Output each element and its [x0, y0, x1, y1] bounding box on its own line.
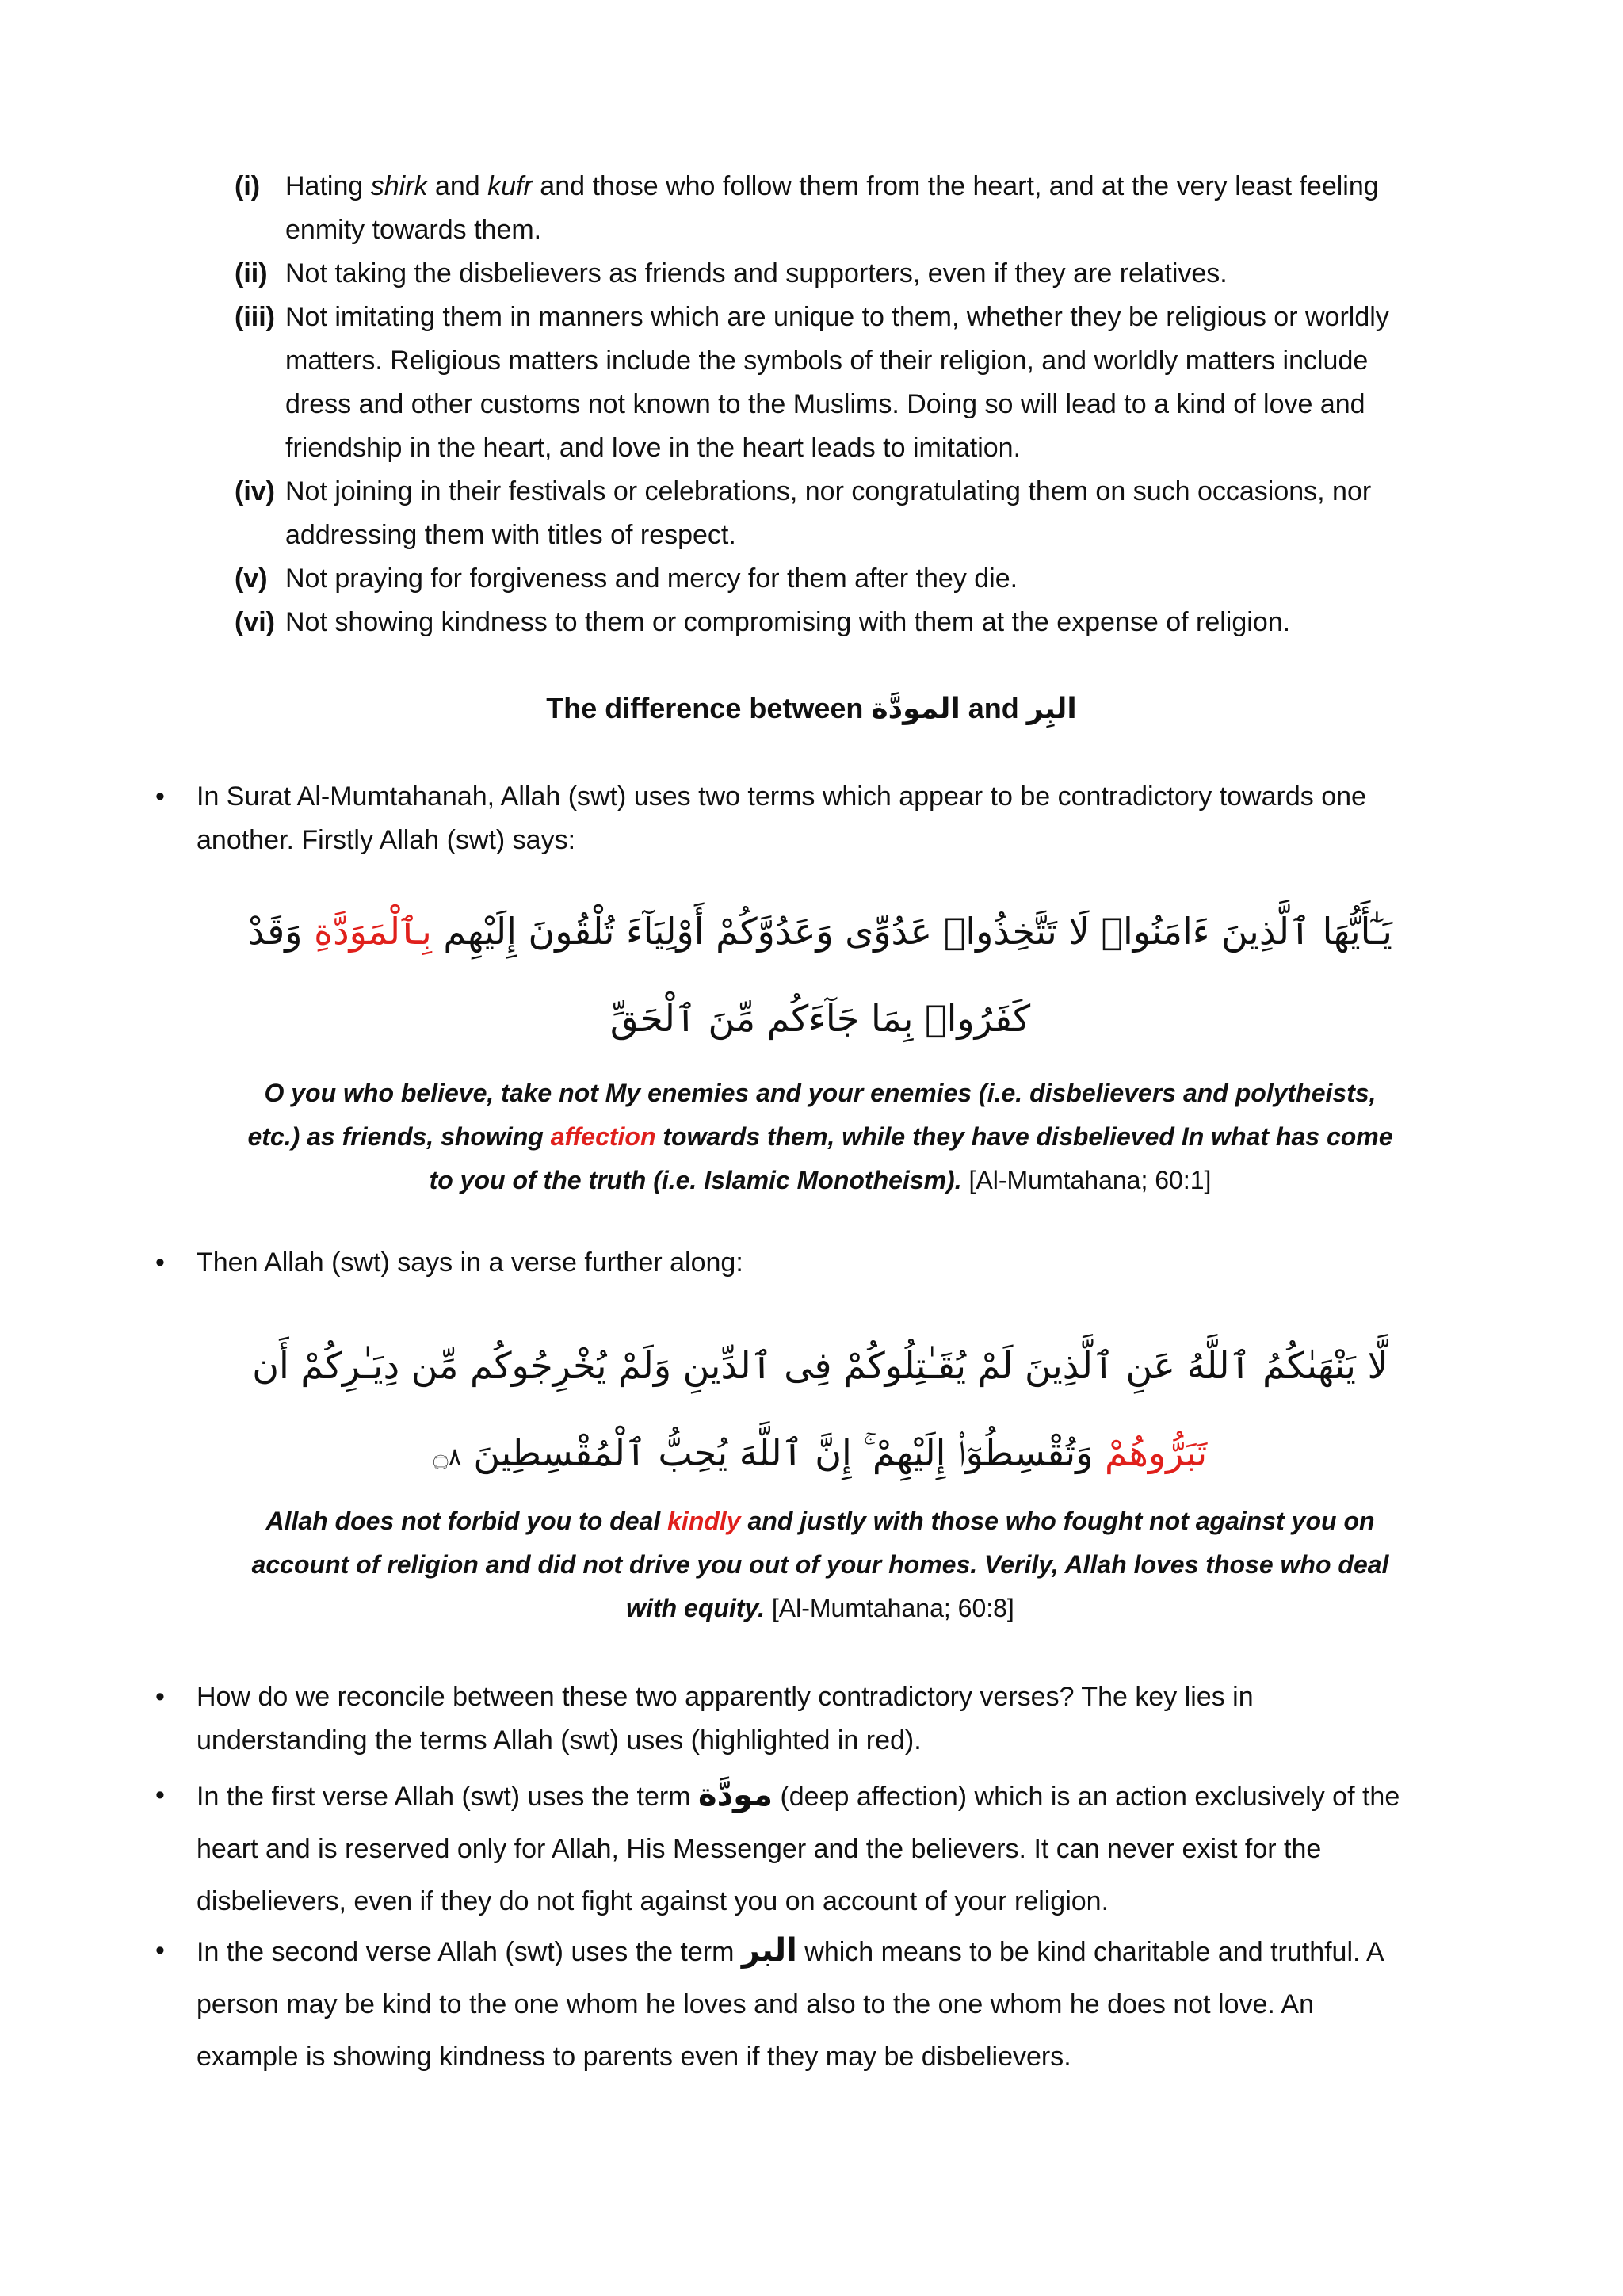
list-item-label: (ii) [235, 258, 268, 288]
bullet-item-intro [155, 775, 1407, 862]
bullet-icon: • [155, 1935, 165, 1966]
heading-term-mawaddah: المودَّة [871, 693, 960, 725]
list-item-text: Not imitating them in manners which are unique to them, whether they be religious or worldly matters. Religious matters include the symbols of their religion, and worldly matters include dress and other customs not known to the Muslims. Doing so will lead to a kind of love and friendship in the heart, and love in the heart leads to imitation. [285, 302, 1389, 463]
bullet-icon: • [155, 1780, 165, 1810]
list-item [235, 296, 1407, 470]
verse2-translation: Allah does not forbid you to deal kindly and justly with those who fought not against you on account of religion and did not drive you out of your homes. Verily, Allah loves those who deal with equity. [Al-Mumtahana; 60:8] [251, 1507, 1389, 1622]
bullet-icon: • [155, 1247, 165, 1278]
list-item [235, 470, 1407, 557]
heading-prefix: The difference between [546, 692, 864, 724]
verse2-reference: [Al-Mumtahana; 60:8] [771, 1594, 1014, 1622]
ayah-number-icon: ۝٨ [433, 1442, 462, 1472]
bullet-text: In the second verse Allah (swt) uses the term البر which means to be kind charitable and truthful. A person may be kind to the one whom he loves and also to the one whom he does not love. An example is showing kindness to parents even if they may be disbelievers. [197, 1932, 1383, 2072]
heading-and: and [968, 692, 1019, 724]
term-birr: البر [741, 1932, 797, 1969]
verse2-translation-highlight: kindly [667, 1507, 741, 1535]
section-heading [0, 686, 1623, 732]
bullet-icon: • [155, 1682, 165, 1712]
verse1-translation: O you who believe, take not My enemies and your enemies (i.e. disbelievers and polytheists, etc.) as friends, showing affection towards them, while they have disbelieved In what has come to you of the truth (i.e. Islamic Monotheism). [Al-Mumtahana; 60:1] [247, 1079, 1393, 1194]
bullet-text: In Surat Al-Mumtahanah, Allah (swt) uses two terms which appear to be contradictory towards one another. Firstly Allah (swt) says: [197, 781, 1366, 855]
term-mawaddah: مودَّة [698, 1777, 773, 1813]
obligations-list [235, 165, 1407, 644]
list-item-label: (iv) [235, 476, 275, 506]
list-item-label: (iii) [235, 302, 275, 332]
bullet-item-reconcile [155, 1675, 1407, 1763]
list-item [235, 252, 1407, 296]
list-item [235, 601, 1407, 644]
bullet-text: Then Allah (swt) says in a verse further along: [197, 1247, 743, 1278]
verse2-arabic: لَّا يَنْهَىٰكُمُ ٱللَّهُ عَنِ ٱلَّذِينَ لَمْ يُقَـٰتِلُوكُمْ فِى ٱلدِّينِ وَلَمْ يُخْرِجُوكُم مِّن دِيَـٰرِكُمْ أَن تَبَرُّوهُمْ وَتُقْسِطُوٓا۟ إِلَيْهِمْ ۚ إِنَّ ٱللَّهَ يُحِبُّ ٱلْمُقْسِطِينَ ۝٨ [252, 1344, 1388, 1474]
bullet-item-second-verse [155, 1241, 1407, 1285]
verse1-reference: [Al-Mumtahana; 60:1] [968, 1166, 1212, 1194]
bullet-item-mawaddah [155, 1769, 1407, 1927]
verse1-arabic: يَـٰٓأَيُّهَا ٱلَّذِينَ ءَامَنُوا۟ لَا تَتَّخِذُوا۟ عَدُوِّى وَعَدُوَّكُمْ أَوْلِيَآءَ تُلْقُونَ إِلَيْهِم بِٱلْمَوَدَّةِ وَقَدْ كَفَرُوا۟ بِمَا جَآءَكُم مِّنَ ٱلْحَقِّ [248, 910, 1392, 1040]
list-item-label: (i) [235, 171, 261, 201]
list-item-label: (vi) [235, 607, 275, 637]
bullet-item-birr [155, 1924, 1407, 2083]
list-item-text: Not joining in their festivals or celebrations, nor congratulating them on such occasions, nor addressing them with titles of respect. [285, 476, 1372, 550]
list-item [235, 557, 1407, 601]
list-item-text: Not taking the disbelievers as friends and supporters, even if they are relatives. [285, 258, 1228, 288]
verse1-highlight: بِٱلْمَوَدَّةِ [314, 910, 432, 953]
bullet-text: How do we reconcile between these two apparently contradictory verses? The key lies in understanding the terms Allah (swt) uses (highlighted in red). [197, 1682, 1254, 1755]
list-item [235, 165, 1407, 252]
bullet-icon: • [155, 781, 165, 812]
heading-term-birr: البِر [1026, 693, 1077, 725]
verse2-highlight: تَبَرُّوهُمْ [1105, 1431, 1208, 1474]
bullet-text: In the first verse Allah (swt) uses the term مودَّة (deep affection) which is an action exclusively of the heart and is reserved only for Allah, His Messenger and the believers. It can never exist for the disbelievers, even if they do not fight against you on account of your religion. [197, 1777, 1400, 1916]
list-item-text: Not praying for forgiveness and mercy for them after they die. [285, 563, 1018, 594]
list-item-text: Not showing kindness to them or compromising with them at the expense of religion. [285, 607, 1291, 637]
list-item-text: Hating shirk and kufr and those who follow them from the heart, and at the very least feeling enmity towards them. [285, 171, 1379, 245]
verse1-translation-highlight: affection [550, 1122, 656, 1151]
list-item-label: (v) [235, 563, 268, 594]
